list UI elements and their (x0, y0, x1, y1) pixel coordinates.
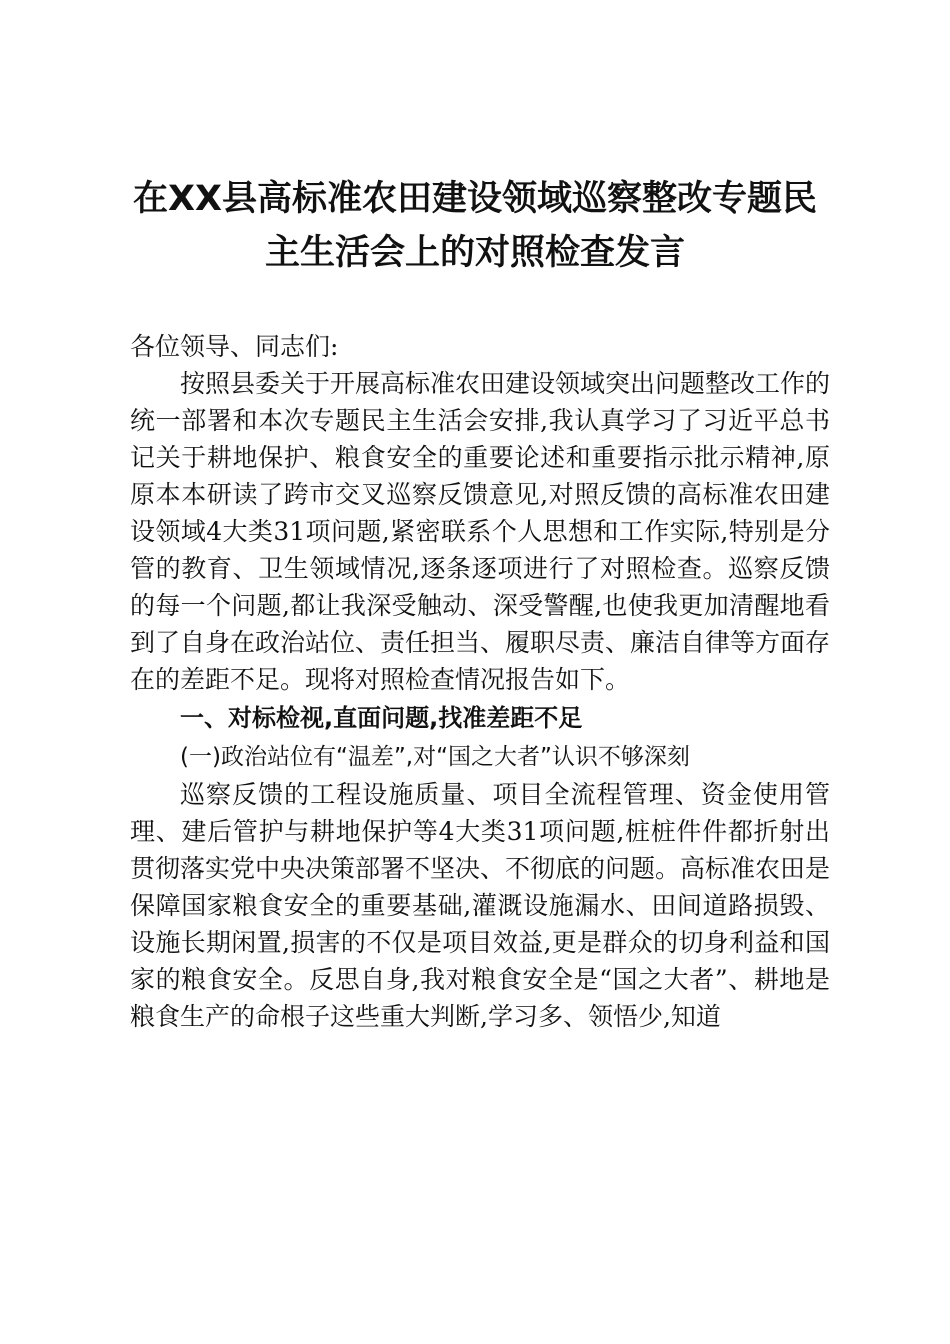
subsection-heading-1: (一)政治站位有“温差”,对“国之大者”认识不够深刻 (180, 744, 690, 770)
greeting: 各位领导、同志们: (130, 332, 339, 361)
paragraph-intro: 按照县委关于开展高标准农田建设领域突出问题整改工作的统一部署和本次专题民主生活会安排,我认真学习了习近平总书记关于耕地保护、粮食安全的重要论述和重要指示批示精神,原原本本研读了跨市交叉巡察反馈意见,对照反馈的高标准农田建设领域4大类31项问题,紧密联系个人思想和工作实际,特别是分管的教育、卫生领域情况,逐条逐项进行了对照检查。巡察反馈的每一个问题,都让我深受触动、深受警醒,也使我更加清醒地看到了自身在政治站位、责任担当、履职尽责、廉洁自律等方面存在的差距不足。现将对照检查情况报告如下。 (130, 369, 831, 694)
title-line-2: 主生活会上的对照检查发言 (264, 233, 685, 273)
document-body (130, 328, 830, 1035)
document-title (120, 172, 830, 280)
title-line-1: 在XX县高标准农田建设领域巡察整改专题民 (133, 179, 817, 219)
paragraph-body: 巡察反馈的工程设施质量、项目全流程管理、资金使用管理、建后管护与耕地保护等4大类31项问题,桩桩件件都折射出贯彻落实党中央决策部署不坚决、不彻底的问题。高标准农田是保障国家粮食安全的重要基础,灌溉设施漏水、田间道路损毁、设施长期闲置,损害的不仅是项目效益,更是群众的切身利益和国家的粮食安全。反思自身,我对粮食安全是“国之大者”、耕地是粮食生产的命根子这些重大判断,学习多、领悟少,知道 (130, 780, 831, 1031)
section-heading-1: 一、对标检视,直面问题,找准差距不足 (180, 704, 583, 732)
